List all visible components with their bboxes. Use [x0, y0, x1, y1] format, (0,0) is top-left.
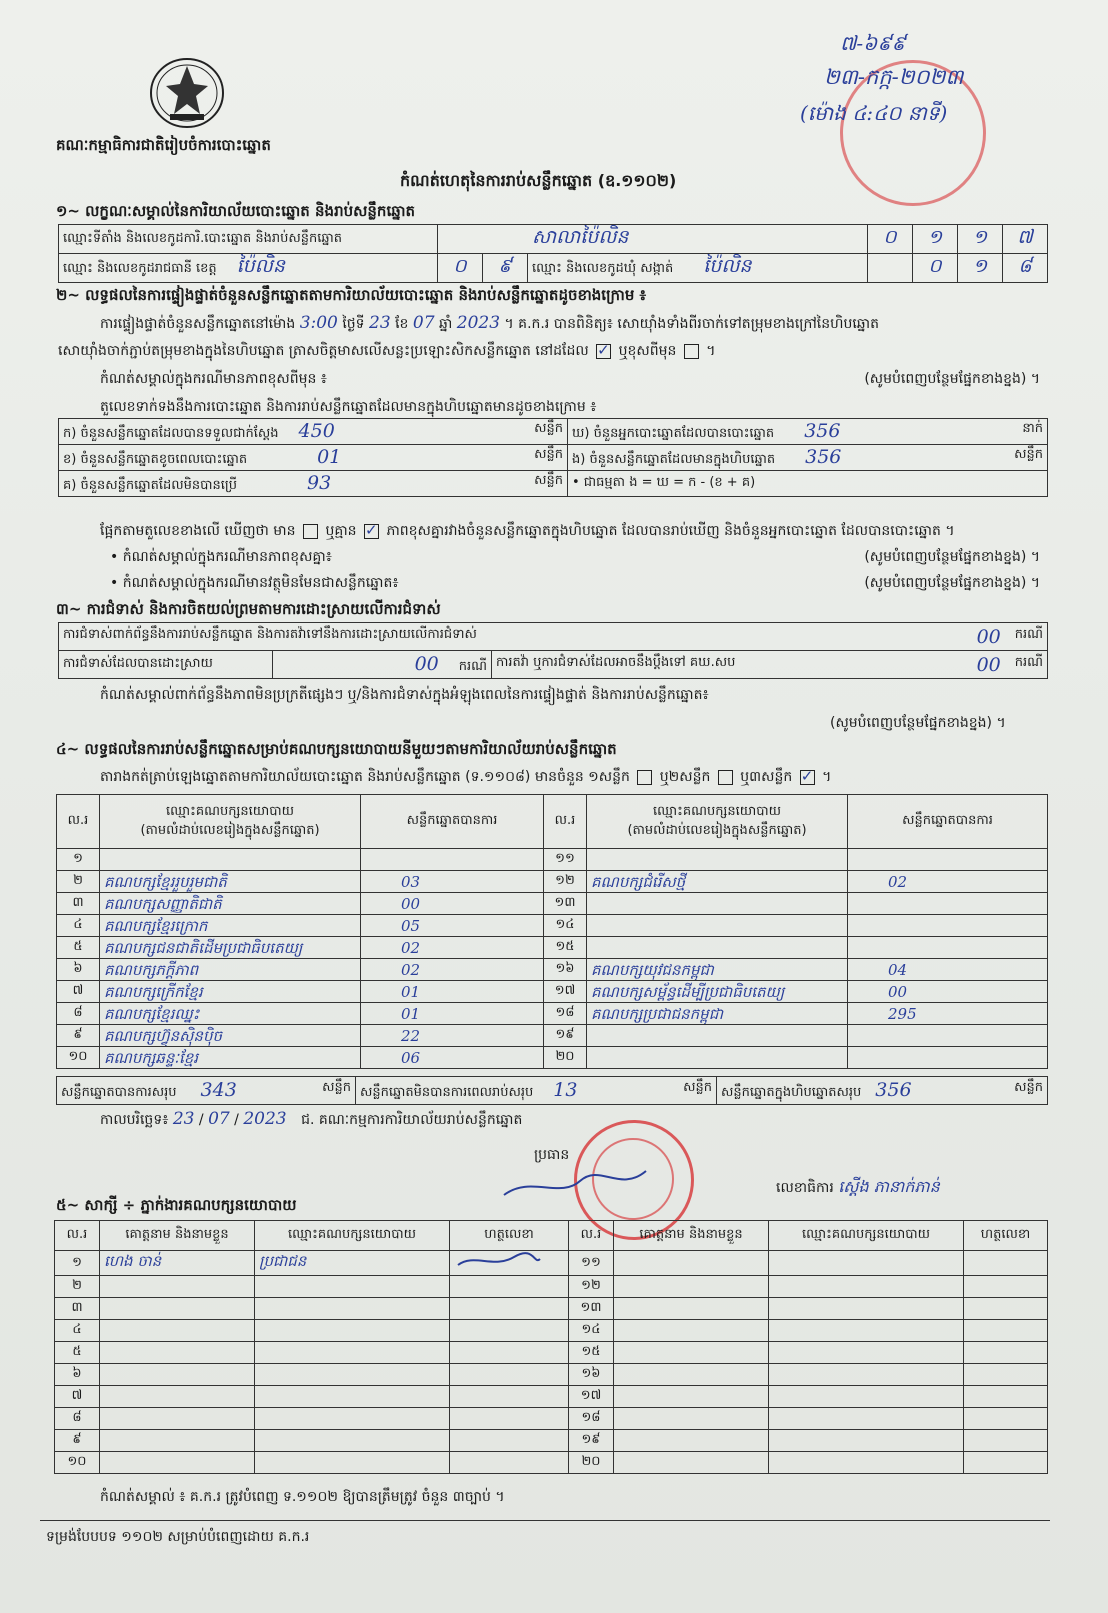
commune-code-1: ០ [913, 254, 958, 283]
location-code-2: ១ [913, 225, 958, 254]
witness-signature [450, 1276, 569, 1298]
appeal-label: ការតវ៉ា ឬការជំទាស់ដែលអាចនឹងប្តឹងទៅ គឃ.សប [496, 654, 736, 670]
witness-name [100, 1364, 255, 1386]
party-votes [848, 893, 1048, 915]
province-value: ប៉ៃលិន [236, 255, 285, 277]
witness-signature [964, 1342, 1048, 1364]
party-no: ១៤ [544, 915, 587, 937]
witness-name [614, 1364, 769, 1386]
witness-name [100, 1342, 255, 1364]
changed-checkbox[interactable] [684, 344, 699, 359]
witness-no: ៨ [55, 1408, 100, 1430]
total-box-label: សន្លឹកឆ្នោតក្នុងហិបឆ្នោតសរុប [721, 1084, 862, 1100]
table-row [55, 1251, 1048, 1276]
verification-day-label: ថ្ងៃទី [342, 316, 365, 332]
witness-no: ១២ [569, 1276, 614, 1298]
received-code: ៧-៦៩៩ [840, 31, 906, 55]
witness-col-sign-left: ហត្ថលេខា [450, 1221, 569, 1251]
witness-signature [450, 1364, 569, 1386]
total-box-unit: សន្លឹក [1014, 1079, 1043, 1095]
section1-table [58, 224, 1048, 283]
party-no: ១៨ [544, 1003, 587, 1025]
box-ballots-unit: សន្លឹក [1014, 446, 1043, 462]
party-name: គណបក្សខ្មែរក្រោក [100, 915, 361, 937]
verification-year-label: ឆ្នាំ [438, 316, 453, 332]
voters-label: ឃ) ចំនួនអ្នកបោះឆ្នោតដែលបានបោះឆ្នោត [572, 425, 775, 441]
witness-name [614, 1452, 769, 1474]
witness-no: ១ [55, 1251, 100, 1276]
party-votes: 01 [361, 1003, 544, 1025]
witness-col-name-right: គោត្តនាម និងនាមខ្លួន [614, 1221, 769, 1251]
bullet-nonballot [110, 574, 1040, 592]
total-valid-unit: សន្លឹក [322, 1079, 351, 1095]
location-code-3: ១ [958, 225, 1003, 254]
table-row [57, 937, 1048, 959]
witness-no: ១៨ [569, 1408, 614, 1430]
witness-col-name-left: គោត្តនាម និងនាមខ្លួន [100, 1221, 255, 1251]
col-votes-left: សន្លឹកឆ្នោតបានការ [361, 795, 544, 849]
party-name: គណបក្សខ្មែររួបរួមជាតិ [100, 871, 361, 893]
tally-two-label: ឬ២សន្លឹក [659, 769, 711, 785]
witness-signature [964, 1452, 1048, 1474]
party-votes: 04 [848, 959, 1048, 981]
party-no: ៧ [57, 981, 100, 1003]
party-votes [848, 937, 1048, 959]
witness-name [614, 1276, 769, 1298]
witness-party [255, 1452, 450, 1474]
figures-intro: តួលេខទាក់ទងនឹងការបោះឆ្នោត និងការរាប់សន្លឹកឆ្នោតដែលមានក្នុងហិបឆ្នោតមានដូចខាងក្រោម ៖ [100, 399, 597, 415]
tally-one-label: តារាងកត់ត្រាប់ឡេងឆ្នោតតាមការិយាល័យបោះឆ្នោត និងរាប់សន្លឹកឆ្នោត (ទ.១១០៨) មានចំនួន ១សន្លឹក [100, 769, 630, 785]
witness-col-party-left: ឈ្មោះគណបក្សនយោបាយ [255, 1221, 450, 1251]
col-no-left: ល.រ [57, 795, 100, 849]
irregularity-hint: (សូមបំពេញបន្ថែមផ្នែកខាងខ្នង) ។ [830, 715, 1006, 731]
table-row [55, 1298, 1048, 1320]
received-ballots-label: ក) ចំនួនសន្លឹកឆ្នោតដែលបានទទួលជាក់ស្តែង [63, 425, 279, 441]
witness-no: ២០ [569, 1452, 614, 1474]
witness-party [769, 1386, 964, 1408]
party-no: ២ [57, 871, 100, 893]
chair-label: ប្រធាន [534, 1147, 570, 1163]
appeal-unit: ករណី [1014, 654, 1043, 670]
witness-no: ៩ [55, 1430, 100, 1452]
party-name [587, 1047, 848, 1069]
table-row [57, 959, 1048, 981]
objections-table [58, 622, 1048, 679]
witness-signature [964, 1276, 1048, 1298]
witness-col-no-left: ល.រ [55, 1221, 100, 1251]
party-votes: 01 [361, 981, 544, 1003]
witness-signature [450, 1251, 569, 1276]
commune-value: ប៉ៃលិន [703, 255, 752, 277]
witness-signature [450, 1386, 569, 1408]
secretary-name: ស្តើង ភានាក់ភាន់ [838, 1177, 940, 1196]
discrepancy-yes-checkbox[interactable] [303, 524, 318, 539]
location-label: ឈ្មោះទីតាំង និងលេខកូដការិ.បោះឆ្នោត និងរាប់សន្លឹកឆ្នោត [59, 225, 438, 254]
verification-check-text: ។ គ.ក.រ បានពិនិត្យ៖ សោយ៉ាំងទាំងពីរចាក់ទៅតម្រុមខាងក្រៅនៃហិបឆ្នោត [504, 316, 880, 332]
table-row [55, 1430, 1048, 1452]
witness-col-sign-right: ហត្ថលេខា [964, 1221, 1048, 1251]
table-row [57, 1025, 1048, 1047]
witness-name [614, 1342, 769, 1364]
received-stamp [800, 30, 1060, 200]
witness-name [100, 1430, 255, 1452]
witness-name [614, 1430, 769, 1452]
party-name: គណបក្សយុវជនកម្ពុជា [587, 959, 848, 981]
party-name: គណបក្សប្រជាជនកម្ពុជា [587, 1003, 848, 1025]
witness-name [100, 1408, 255, 1430]
spoiled-ballots-value: 01 [317, 445, 342, 468]
footnote: កំណត់សម្គាល់ ៖ គ.ក.រ ត្រូវបំពេញ ទ.១១០២ ឱ្យបានត្រឹមត្រូវ ចំនួន ៣ច្បាប់ ។ [100, 1489, 505, 1505]
form-title: កំណត់ហេតុនៃការរាប់សន្លឹកឆ្នោត (ឧ.១១០២) [400, 171, 677, 190]
totals-table [56, 1076, 1048, 1105]
tally-three-label: ឬ៣សន្លឹក [740, 769, 793, 785]
witness-name: ហេង ចាន់ [100, 1251, 255, 1276]
witness-party [769, 1251, 964, 1276]
bullet-discrepancy-hint: (សូមបំពេញបន្ថែមផ្នែកខាងខ្នង) ។ [864, 549, 1040, 565]
party-no: ១២ [544, 871, 587, 893]
party-votes [848, 1047, 1048, 1069]
party-name [587, 937, 848, 959]
verification-line [100, 314, 879, 333]
witness-name [614, 1386, 769, 1408]
resolved-unit: ករណី [458, 658, 487, 674]
discrepancy-yes-label: ផ្អែកតាមតួលេខខាងលើ ឃើញថា មាន [100, 523, 296, 539]
witness-signature [964, 1364, 1048, 1386]
witness-no: ១៥ [569, 1342, 614, 1364]
witness-no: ១៧ [569, 1386, 614, 1408]
verification-time-label: ការផ្ទៀងផ្ទាត់ចំនួនសន្លឹកឆ្នោតនៅម៉ោង [100, 316, 296, 332]
witness-no: ១៩ [569, 1430, 614, 1452]
discrepancy-no-label: ឬគ្មាន [325, 523, 357, 539]
party-no: ១៣ [544, 893, 587, 915]
witness-no: ៦ [55, 1364, 100, 1386]
commune-code-3: ៨ [1003, 254, 1048, 283]
party-name [587, 893, 848, 915]
tally-one-checkbox[interactable] [637, 770, 652, 785]
party-no: ៣ [57, 893, 100, 915]
total-invalid-value: 13 [553, 1078, 578, 1101]
resolved-label: ការជំទាស់ដែលបានដោះស្រាយ [59, 651, 273, 679]
seal-line: សោយ៉ាំងចាក់ភ្ជាប់តម្រុមខាងក្នុងនៃហិបឆ្នោត ត្រាសចិត្តមាសលើសន្លះប្រឡោះសិកសន្លឹកឆ្នោត នៅដដែល ✓ ឬខុសពីមុន ។ [58, 342, 716, 360]
witness-no: ១០ [55, 1452, 100, 1474]
party-no: ១៦ [544, 959, 587, 981]
witness-name [614, 1251, 769, 1276]
witness-name [100, 1452, 255, 1474]
party-votes: 295 [848, 1003, 1048, 1025]
witness-party [769, 1408, 964, 1430]
witness-party [255, 1298, 450, 1320]
party-votes: 02 [361, 959, 544, 981]
table-row [57, 871, 1048, 893]
province-label: ឈ្មោះ និងលេខកូដរាជធានី ខេត្ត [63, 261, 217, 276]
witness-no: ៤ [55, 1320, 100, 1342]
party-name [587, 915, 848, 937]
total-invalid-unit: សន្លឹក [683, 1079, 712, 1095]
party-name: គណបក្សភក្តីភាព [100, 959, 361, 981]
party-no: ១ [57, 849, 100, 871]
witness-signature [450, 1298, 569, 1320]
unused-ballots-value: 93 [307, 471, 332, 494]
witness-signature [964, 1430, 1048, 1452]
verification-year: 2023 [456, 313, 501, 333]
discrepancy-text: ភាពខុសគ្នារវាងចំនួនសន្លឹកឆ្នោតក្នុងហិបឆ្នោត ដែលបានរាប់ឃើញ និងចំនួនអ្នកបោះឆ្នោត ដែលបានបោះឆ្នោត ។ [386, 523, 955, 539]
appeal-value: 00 [976, 653, 1001, 676]
signers-label: ជ. គណៈកម្មការការិយាល័យរាប់សន្លឹកឆ្នោត [301, 1112, 523, 1128]
witness-name [100, 1320, 255, 1342]
witness-no: ៥ [55, 1342, 100, 1364]
party-name: គណបក្សខ្មែរឈ្នះ [100, 1003, 361, 1025]
chair-signature [500, 1165, 650, 1205]
total-valid-value: 343 [200, 1078, 237, 1101]
col-party-sub-left: (តាមលំដាប់លេខរៀងក្នុងសន្លឹកឆ្នោត) [140, 822, 320, 838]
witness-signature [450, 1342, 569, 1364]
witness-signature [964, 1298, 1048, 1320]
witness-col-no-right: ល.រ [569, 1221, 614, 1251]
witness-party: ប្រជាជន [255, 1251, 450, 1276]
table-row [55, 1408, 1048, 1430]
party-name: គណបក្សក្រើកខ្មែរ [100, 981, 361, 1003]
received-time: (ម៉ោង ៤:៤០ នាទី) [800, 101, 948, 125]
location-code-1: ០ [868, 225, 913, 254]
section5-heading: ៥~ សាក្សី ÷ ភ្នាក់ងារគណបក្សនយោបាយ [56, 1196, 297, 1214]
witness-party [255, 1386, 450, 1408]
col-party-left: ឈ្មោះគណបក្សនយោបាយ [166, 803, 294, 819]
tally-sheet-line: តារាងកត់ត្រាប់ឡេងឆ្នោតតាមការិយាល័យបោះឆ្នោត និងរាប់សន្លឹកឆ្នោត (ទ.១១០៨) មានចំនួន ១សន្លឹក ឬ២សន្លឹក ឬ៣សន្លឹក ✓ ។ [100, 768, 831, 786]
party-votes: 03 [361, 871, 544, 893]
witness-party [255, 1430, 450, 1452]
party-name [100, 849, 361, 871]
table-row [55, 1342, 1048, 1364]
prev-note-hint: (សូមបំពេញបន្ថែមផ្នែកខាងខ្នង) ។ [864, 371, 1040, 387]
table-row [55, 1452, 1048, 1474]
party-no: ៦ [57, 959, 100, 981]
box-ballots-value: 356 [805, 445, 842, 468]
bullet-discrepancy [110, 548, 1040, 566]
total-box-value: 356 [875, 1078, 912, 1101]
witness-signature [964, 1408, 1048, 1430]
secretary-line [776, 1178, 940, 1197]
discrepancy-no-checkbox[interactable] [364, 524, 379, 539]
commune-code-2: ១ [958, 254, 1003, 283]
voters-value: 356 [804, 419, 841, 442]
date-day: 23 [172, 1109, 195, 1129]
witness-col-party-right: ឈ្មោះគណបក្សនយោបាយ [769, 1221, 964, 1251]
unchanged-checkbox[interactable] [596, 344, 611, 359]
party-votes: 06 [361, 1047, 544, 1069]
seal-text: សោយ៉ាំងចាក់ភ្ជាប់តម្រុមខាងក្នុងនៃហិបឆ្នោត ត្រាសចិត្តមាសលើសន្លះប្រឡោះសិកសន្លឹកឆ្នោត នៅដដែល [58, 343, 589, 359]
date-year: 2023 [243, 1109, 287, 1129]
witness-no: ១១ [569, 1251, 614, 1276]
witness-party [769, 1342, 964, 1364]
date-label: កាលបរិច្ឆេទ៖ [100, 1112, 169, 1128]
table-row [55, 1386, 1048, 1408]
party-name [587, 849, 848, 871]
witness-party [769, 1276, 964, 1298]
col-no-right: ល.រ [544, 795, 587, 849]
location-value: សាលាប៉ៃលិន [532, 226, 629, 248]
witness-signature [964, 1386, 1048, 1408]
witness-party [769, 1364, 964, 1386]
witness-no: ១៣ [569, 1298, 614, 1320]
witness-no: ២ [55, 1276, 100, 1298]
witness-no: ៧ [55, 1386, 100, 1408]
party-no: ១៩ [544, 1025, 587, 1047]
party-no: ១៥ [544, 937, 587, 959]
secretary-label: លេខាធិការ [776, 1180, 834, 1196]
party-no: ៥ [57, 937, 100, 959]
party-name: គណបក្សហ៊្វុនស៊ិនប៉ិច [100, 1025, 361, 1047]
party-votes: 00 [361, 893, 544, 915]
voters-unit: នាក់ [1022, 420, 1043, 436]
verification-time: 3:00 [299, 313, 338, 333]
tally-two-checkbox[interactable] [718, 770, 733, 785]
party-name [587, 1025, 848, 1047]
verification-month-label: ខែ [395, 316, 409, 332]
party-votes [361, 849, 544, 871]
province-code-2: ៩ [483, 254, 528, 283]
objections-label: ការជំទាស់ពាក់ព័ន្ធនឹងការរាប់សន្លឹកឆ្នោត និងការតវ៉ាទៅនឹងការដោះស្រាយលើការជំទាស់ [63, 626, 477, 642]
party-votes: 00 [848, 981, 1048, 1003]
witness-name [614, 1298, 769, 1320]
witness-table [54, 1220, 1048, 1474]
party-votes: 02 [361, 937, 544, 959]
objections-value: 00 [976, 625, 1001, 648]
col-party-right: ឈ្មោះគណបក្សនយោបាយ [653, 803, 781, 819]
bullet-nonballot-hint: (សូមបំពេញបន្ថែមផ្នែកខាងខ្នង) ។ [864, 575, 1040, 591]
witness-signature [964, 1251, 1048, 1276]
party-name: គណបក្សសម្ព័ន្ធដើម្បីប្រជាធិបតេយ្យ [587, 981, 848, 1003]
witness-party [255, 1342, 450, 1364]
witness-name [100, 1298, 255, 1320]
counts-table [58, 418, 1048, 497]
witness-signature [450, 1430, 569, 1452]
party-votes: 22 [361, 1025, 544, 1047]
witness-no: ១៦ [569, 1364, 614, 1386]
witness-party [255, 1276, 450, 1298]
party-name: គណបក្សជនជាតិដើមប្រជាធិបតេយ្យ [100, 937, 361, 959]
witness-party [255, 1408, 450, 1430]
location-code-4: ៧ [1003, 225, 1048, 254]
witness-signature [450, 1320, 569, 1342]
table-row [57, 893, 1048, 915]
section2-heading: ២~ លទ្ធផលនៃការផ្ទៀងផ្ទាត់ចំនួនសន្លឹកឆ្នោតតាមការិយាល័យបោះឆ្នោត និងរាប់សន្លឹកឆ្នោតដូចខាងក្រោម ៖ [56, 286, 647, 304]
party-no: ១១ [544, 849, 587, 871]
witness-party [255, 1364, 450, 1386]
witness-party [769, 1430, 964, 1452]
party-name: គណបក្សសញ្ញាតិជាតិ [100, 893, 361, 915]
table-row [57, 1003, 1048, 1025]
witness-name [614, 1320, 769, 1342]
section3-heading: ៣~ ការជំទាស់ និងការចិតយល់ព្រមតាមការដោះស្រាយលើការជំទាស់ [56, 600, 441, 618]
party-name: គណបក្សជំរើសថ្មី [587, 871, 848, 893]
witness-signature [450, 1452, 569, 1474]
commune-label: ឈ្មោះ និងលេខកូដឃុំ សង្កាត់ [532, 261, 674, 276]
tally-three-checkbox[interactable] [800, 770, 815, 785]
received-ballots-unit: សន្លឹក [534, 420, 563, 436]
footer-divider [40, 1520, 1050, 1521]
changed-label: ឬខុសពីមុន [618, 343, 677, 359]
section4-heading: ៤~ លទ្ធផលនៃការរាប់សន្លឹកឆ្នោតសម្រាប់គណបក្សនយោបាយនីមួយៗតាមការិយាល័យរាប់សន្លឹកឆ្នោត [56, 740, 617, 758]
party-no: ១៧ [544, 981, 587, 1003]
party-votes [848, 1025, 1048, 1047]
table-row [57, 981, 1048, 1003]
party-no: ៤ [57, 915, 100, 937]
party-results-table [56, 794, 1048, 1069]
col-party-sub-right: (តាមលំដាប់លេខរៀងក្នុងសន្លឹកឆ្នោត) [627, 822, 807, 838]
prev-note-label: កំណត់សម្គាល់ក្នុងករណីមានភាពខុសពីមុន ៖ [100, 371, 327, 387]
nec-emblem [148, 56, 226, 130]
table-row [55, 1320, 1048, 1342]
party-votes [848, 915, 1048, 937]
witness-name [100, 1386, 255, 1408]
spoiled-ballots-unit: សន្លឹក [534, 446, 563, 462]
col-votes-right: សន្លឹកឆ្នោតបានការ [848, 795, 1048, 849]
witness-name [100, 1276, 255, 1298]
formula: • ជាធម្មតា ង = ឃ = ក - (ខ + គ) [568, 471, 1048, 497]
witness-name [614, 1408, 769, 1430]
irregularity-note: កំណត់សម្គាល់ពាក់ព័ន្ធនឹងភាពមិនប្រក្រតីផ្សេងៗ ឬ/និងការជំទាស់ក្នុងអំឡុងពេលនៃការផ្ទៀងផ្ទាត់ និងការរាប់សន្លឹកឆ្នោត៖ [100, 687, 709, 703]
witness-no: ៣ [55, 1298, 100, 1320]
bullet-discrepancy-label: • កំណត់សម្គាល់ក្នុងករណីមានភាពខុសគ្នា៖ [110, 549, 332, 565]
party-no: ៩ [57, 1025, 100, 1047]
verification-month: 07 [412, 313, 435, 333]
box-ballots-label: ង) ចំនួនសន្លឹកឆ្នោតដែលមានក្នុងហិបឆ្នោត [572, 451, 776, 467]
witness-party [255, 1320, 450, 1342]
objections-unit: ករណី [1014, 626, 1043, 642]
bullet-nonballot-label: • កំណត់សម្គាល់ក្នុងករណីមានវត្ថុមិនមែនជាសន្លឹកឆ្នោត៖ [110, 575, 399, 591]
party-votes: 05 [361, 915, 544, 937]
section1-heading: ១~ លក្ខណៈសម្គាល់នៃការិយាល័យបោះឆ្នោត និងរាប់សន្លឹកឆ្នោត [56, 202, 416, 220]
resolved-value: 00 [414, 652, 439, 675]
witness-signature [964, 1320, 1048, 1342]
verification-day: 23 [369, 313, 391, 333]
party-name: គណបក្សឆន្ទៈខ្មែរ [100, 1047, 361, 1069]
province-code-1: ០ [438, 254, 483, 283]
witness-party [769, 1298, 964, 1320]
party-no: ២០ [544, 1047, 587, 1069]
table-row [57, 849, 1048, 871]
form-footer: ទម្រង់បែបបទ ១១០២ សម្រាប់បំពេញដោយ គ.ក.រ [46, 1529, 310, 1545]
table-row [55, 1276, 1048, 1298]
prev-note-line [100, 370, 1040, 388]
table-row [55, 1364, 1048, 1386]
party-no: ៨ [57, 1003, 100, 1025]
party-votes: 02 [848, 871, 1048, 893]
spoiled-ballots-label: ខ) ចំនួនសន្លឹកឆ្នោតខូចពេលបោះឆ្នោត [63, 451, 248, 467]
party-votes [848, 849, 1048, 871]
date-month: 07 [208, 1109, 230, 1129]
total-invalid-label: សន្លឹកឆ្នោតមិនបានការពេលរាប់សរុប [360, 1084, 534, 1100]
total-valid-label: សន្លឹកឆ្នោតបានការសរុប [61, 1084, 177, 1100]
witness-party [769, 1320, 964, 1342]
committee-name: គណៈកម្មាធិការជាតិរៀបចំការបោះឆ្នោត [56, 136, 271, 154]
discrepancy-line [100, 522, 955, 540]
witness-party [769, 1452, 964, 1474]
unused-ballots-label: គ) ចំនួនសន្លឹកឆ្នោតដែលមិនបានប្រើ [63, 477, 237, 493]
date-line: កាលបរិច្ឆេទ៖ 23 / 07 / 2023 ជ. គណៈកម្មការការិយាល័យរាប់សន្លឹកឆ្នោត [100, 1109, 523, 1129]
witness-no: ១៤ [569, 1320, 614, 1342]
table-row [57, 915, 1048, 937]
unused-ballots-unit: សន្លឹក [534, 472, 563, 488]
party-no: ១០ [57, 1047, 100, 1069]
received-date: ២៣-កក្ក-២០២៣ [824, 65, 964, 89]
table-row [57, 1047, 1048, 1069]
witness-signature [450, 1408, 569, 1430]
received-ballots-value: 450 [298, 419, 335, 442]
